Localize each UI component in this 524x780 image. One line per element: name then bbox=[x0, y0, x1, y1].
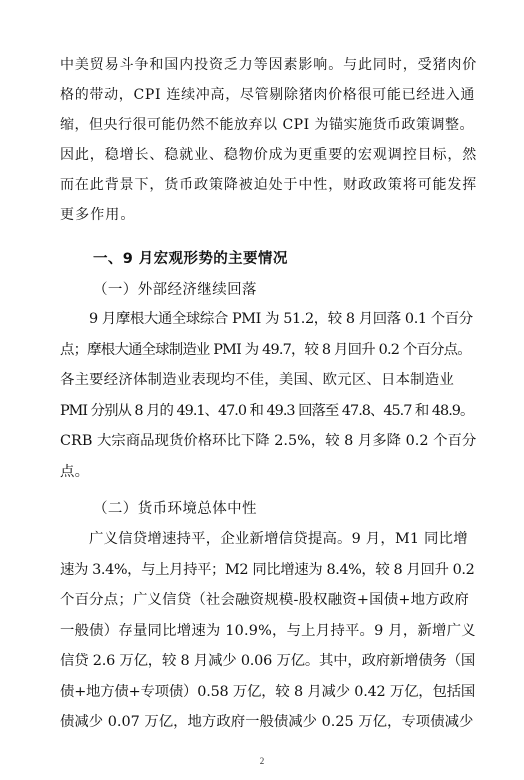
intro-line-6: 更多作用。 bbox=[60, 207, 136, 223]
paragraph-line: 债减少 0.07 万亿，地方政府一般债减少 0.25 万亿，专项债减少 bbox=[60, 714, 474, 730]
intro-paragraph bbox=[60, 50, 478, 230]
paragraph-line: PMI 分别从 8 月的 49.1、47.0 和 49.3 回落至 47.8、45.7 和 48.9。 bbox=[60, 402, 474, 419]
intro-line-3: 缩，但央行很可能仍然不能放弃以 CPI 为锚实施货币政策调整。 bbox=[60, 117, 475, 133]
subsection-heading-external-economy: （一）外部经济继续回落 bbox=[93, 282, 257, 298]
intro-line-4: 因此，稳增长、稳就业、稳物价成为更重要的宏观调控目标，然 bbox=[60, 147, 478, 163]
subsection-heading-monetary-environment: （二）货币环境总体中性 bbox=[93, 501, 257, 517]
intro-line-1: 中美贸易斗争和国内投资乏力等因素影响。与此同时，受猪肉价 bbox=[60, 57, 478, 73]
paragraph-line: 速为 3.4%，与上月持平；M2 同比增速为 8.4%，较 8 月回升 0.2 bbox=[60, 561, 475, 578]
paragraph-line: 点。 bbox=[60, 463, 90, 480]
monetary-environment-paragraph bbox=[60, 524, 478, 738]
page-number: 2 bbox=[259, 756, 265, 766]
intro-line-2: 格的带动，CPI 连续冲高，尽管剔除猪肉价格很可能已经进入通 bbox=[60, 87, 476, 103]
intro-line-5: 而在此背景下，货币政策降被迫处于中性，财政政策将可能发挥 bbox=[60, 177, 478, 193]
section-heading: 一、9 月宏观形势的主要情况 bbox=[93, 251, 288, 267]
paragraph-line: 各主要经济体制造业表现均不佳，美国、欧元区、日本制造业 bbox=[60, 372, 454, 388]
paragraph-line: CRB 大宗商品现货价格环比下降 2.5%，较 8 月多降 0.2 个百分 bbox=[60, 433, 477, 449]
paragraph-line: 点；摩根大通全球制造业 PMI 为 49.7，较 8 月回升 0.2 个百分点。 bbox=[60, 341, 471, 358]
paragraph-line: 广义信贷增速持平，企业新增信贷提高。9 月，M1 同比增 bbox=[89, 531, 468, 547]
external-economy-paragraph bbox=[60, 304, 478, 487]
paragraph-line: 信贷 2.6 万亿，较 8 月减少 0.06 万亿。其中，政府新增债务（国 bbox=[60, 653, 476, 669]
paragraph-line: 个百分点；广义信贷（社会融资规模-股权融资+国债+地方政府 bbox=[60, 592, 469, 608]
paragraph-line: 9 月摩根大通全球综合 PMI 为 51.2，较 8 月回落 0.1 个百分 bbox=[89, 311, 473, 327]
paragraph-line: 一般债）存量同比增速为 10.9%，与上月持平。9 月，新增广义 bbox=[60, 622, 476, 639]
paragraph-line: 债+地方债+专项债）0.58 万亿，较 8 月减少 0.42 万亿，包括国 bbox=[60, 683, 476, 700]
